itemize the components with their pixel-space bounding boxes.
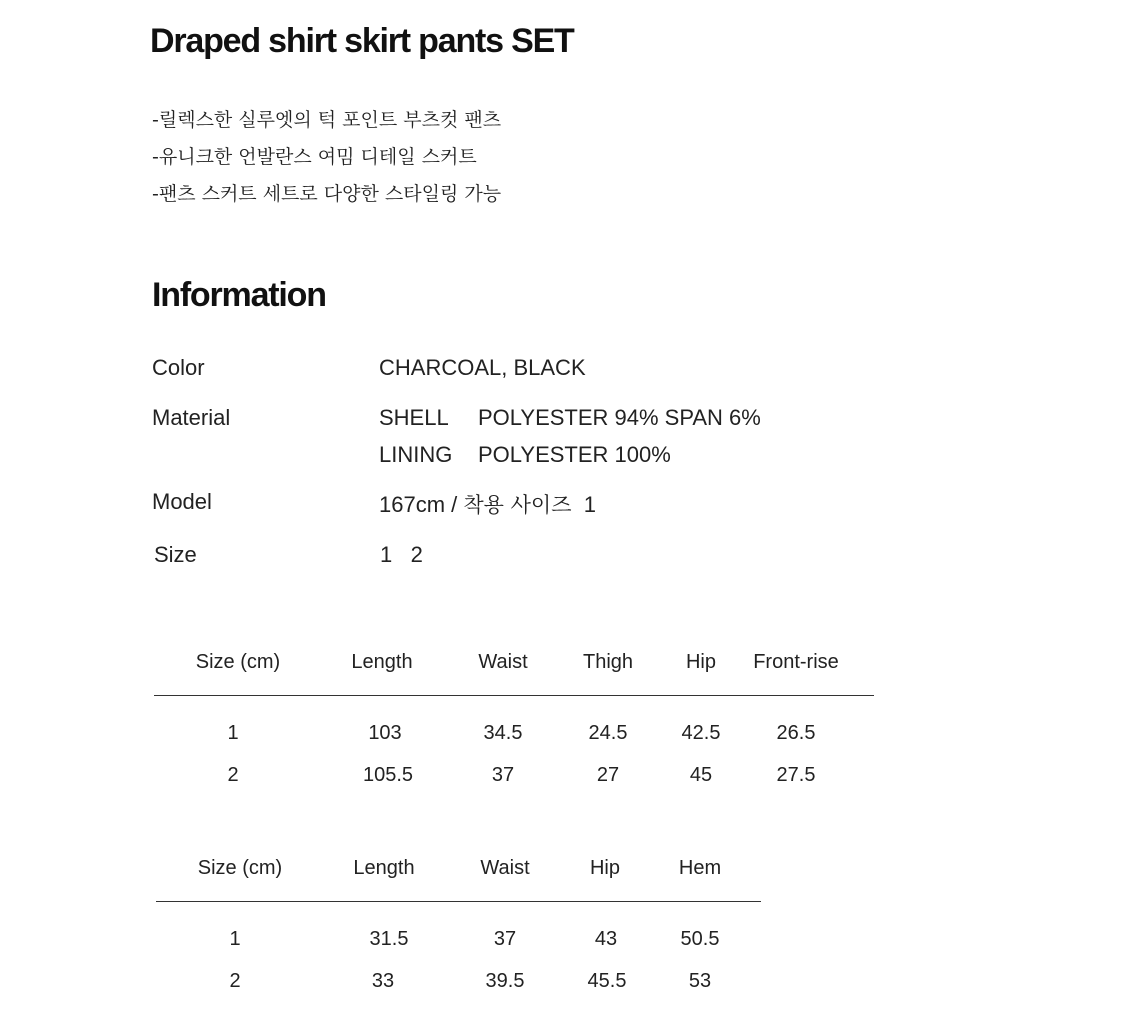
size-label: Size [154, 542, 197, 567]
table-header-cell: Hem [678, 857, 722, 879]
table-row [154, 764, 874, 806]
skirt-size-table [156, 857, 761, 1012]
material-shell [379, 405, 761, 431]
model-size-value: 1 [583, 492, 596, 517]
material-lining [379, 442, 671, 468]
size-option: 2 [410, 542, 423, 567]
size-option: 1 [380, 542, 393, 567]
lining-key: LINING [379, 442, 453, 467]
material-label: Material [152, 405, 231, 430]
color-value: CHARCOAL, BLACK [379, 355, 586, 380]
feature-item: -팬츠 스커트 세트로 다양한 스타일링 가능 [152, 183, 502, 205]
table-cell: 39.5 [485, 970, 525, 992]
table-header-cell: Front-rise [753, 651, 839, 673]
table-cell: 45.5 [587, 970, 627, 992]
shell-key: SHELL [379, 405, 449, 430]
table-header-row [156, 857, 761, 899]
table-cell: 42.5 [681, 722, 721, 744]
table-row [156, 970, 761, 1012]
table-row [154, 722, 874, 764]
table-cell: 37 [493, 928, 517, 950]
table-header-cell: Hip [589, 857, 621, 879]
table-header-cell: Waist [478, 651, 528, 673]
product-title: Draped shirt skirt pants SET [150, 22, 574, 60]
table-cell: 1 [227, 722, 239, 744]
table-header-cell: Length [353, 857, 415, 879]
table-cell: 105.5 [362, 764, 414, 786]
model-label: Model [152, 489, 212, 514]
size-values [380, 542, 423, 568]
table-divider [154, 695, 874, 696]
table-header-cell: Length [351, 651, 413, 673]
table-cell: 2 [229, 970, 241, 992]
table-cell: 103 [368, 722, 402, 744]
table-cell: 31.5 [369, 928, 409, 950]
table-cell: 27.5 [776, 764, 816, 786]
table-cell: 34.5 [483, 722, 523, 744]
table-cell: 37 [491, 764, 515, 786]
model-value [379, 489, 596, 519]
table-cell: 53 [688, 970, 712, 992]
table-header-cell: Size (cm) [195, 651, 281, 673]
table-cell: 43 [594, 928, 618, 950]
information-heading: Information [152, 276, 326, 314]
table-cell: 27 [596, 764, 620, 786]
table-cell: 33 [371, 970, 395, 992]
lining-value: POLYESTER 100% [478, 442, 671, 467]
table-header-cell: Thigh [582, 651, 634, 673]
table-header-cell: Waist [480, 857, 530, 879]
pants-size-table [154, 651, 874, 806]
table-cell: 24.5 [588, 722, 628, 744]
feature-item: -릴렉스한 실루엣의 턱 포인트 부츠컷 팬츠 [152, 109, 502, 131]
table-row [156, 928, 761, 970]
table-cell: 50.5 [680, 928, 720, 950]
table-divider [156, 901, 761, 902]
table-cell: 45 [689, 764, 713, 786]
model-height: 167cm / [379, 492, 458, 517]
table-cell: 2 [227, 764, 239, 786]
feature-item: -유니크한 언발란스 여밈 디테일 스커트 [152, 146, 477, 168]
table-cell: 1 [229, 928, 241, 950]
color-label: Color [152, 355, 205, 380]
shell-value: POLYESTER 94% SPAN 6% [478, 405, 761, 430]
table-header-row [154, 651, 874, 693]
table-cell: 26.5 [776, 722, 816, 744]
model-size-text: 착용 사이즈 [463, 493, 572, 517]
table-header-cell: Hip [685, 651, 717, 673]
feature-list [152, 102, 501, 213]
table-header-cell: Size (cm) [197, 857, 283, 879]
